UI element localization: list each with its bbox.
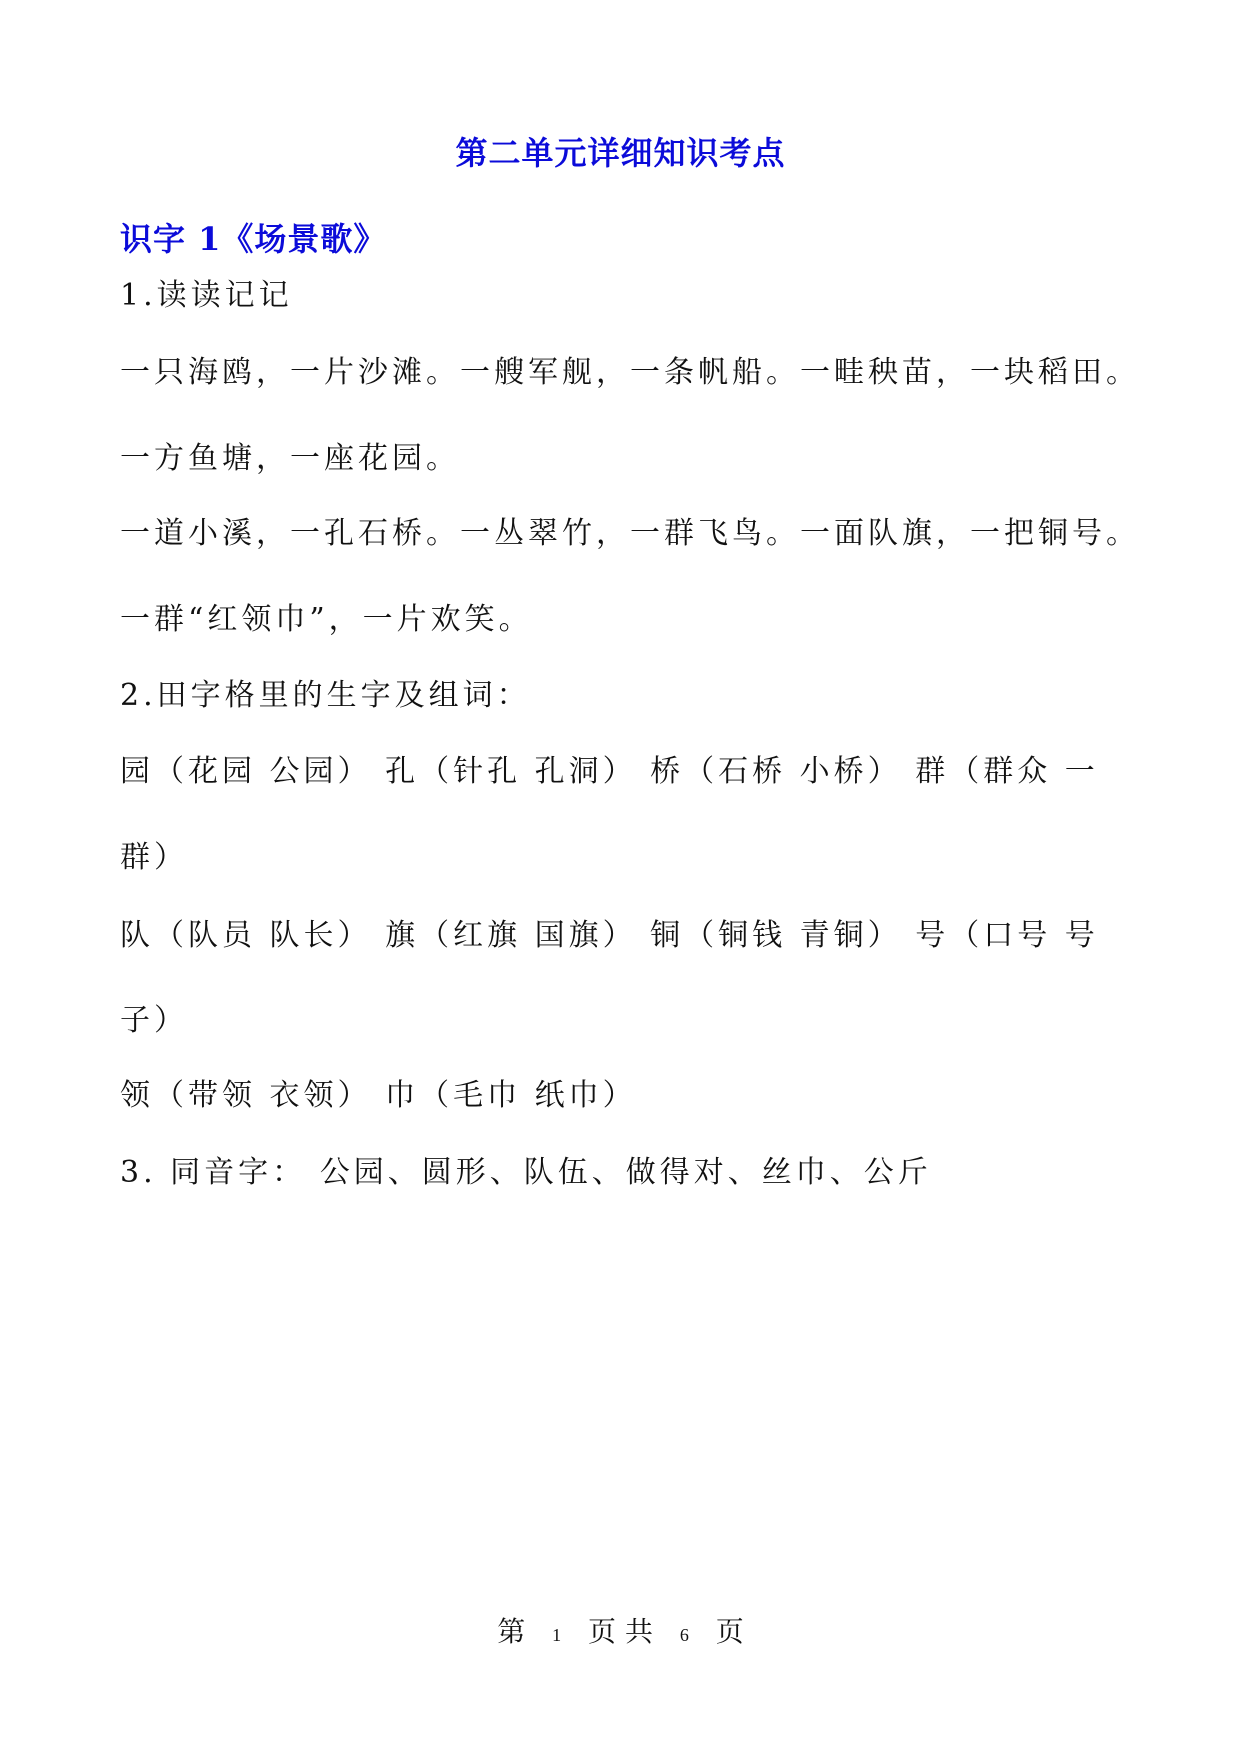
page-title: 第二单元详细知识考点 (455, 134, 786, 172)
text-line: 一道小溪，一孔石桥。一丛翠竹，一群飞鸟。一面队旗，一把铜号。 (120, 516, 1140, 551)
vocab-line: 园（花园 公园） 孔（针孔 孔洞） 桥（石桥 小桥） 群（群众 一 (120, 754, 1099, 789)
vocab-line: 领（带领 衣领） 巾（毛巾 纸巾） (120, 1078, 637, 1113)
text-line: 一只海鸥，一片沙滩。一艘军舰，一条帆船。一畦秧苗，一块稻田。 (120, 355, 1140, 390)
section-heading: 识字 1《场景歌》 (120, 220, 387, 258)
text-line: 一方鱼塘，一座花园。 (120, 441, 460, 476)
text-line: 2.田字格里的生字及组词： (120, 678, 531, 713)
page-footer (0, 1610, 1241, 1650)
homophone-line: 3. 同音字： 公园、圆形、队伍、做得对、丝巾、公斤 (120, 1155, 932, 1190)
footer-label-page: 第 (497, 1615, 526, 1648)
vocab-line: 队（队员 队长） 旗（红旗 国旗） 铜（铜钱 青铜） 号（口号 号 (120, 918, 1099, 953)
text-line: 1.读读记记 (120, 278, 293, 313)
vocab-line: 子） (120, 1003, 188, 1038)
footer-label-of: 页 共 (588, 1615, 653, 1648)
vocab-line: 群） (120, 840, 188, 875)
footer-label-end: 页 (715, 1615, 744, 1648)
text-line: 一群“红领巾”，一片欢笑。 (120, 602, 533, 637)
footer-total-pages: 6 (679, 1625, 689, 1645)
footer-current-page: 1 (552, 1625, 562, 1645)
